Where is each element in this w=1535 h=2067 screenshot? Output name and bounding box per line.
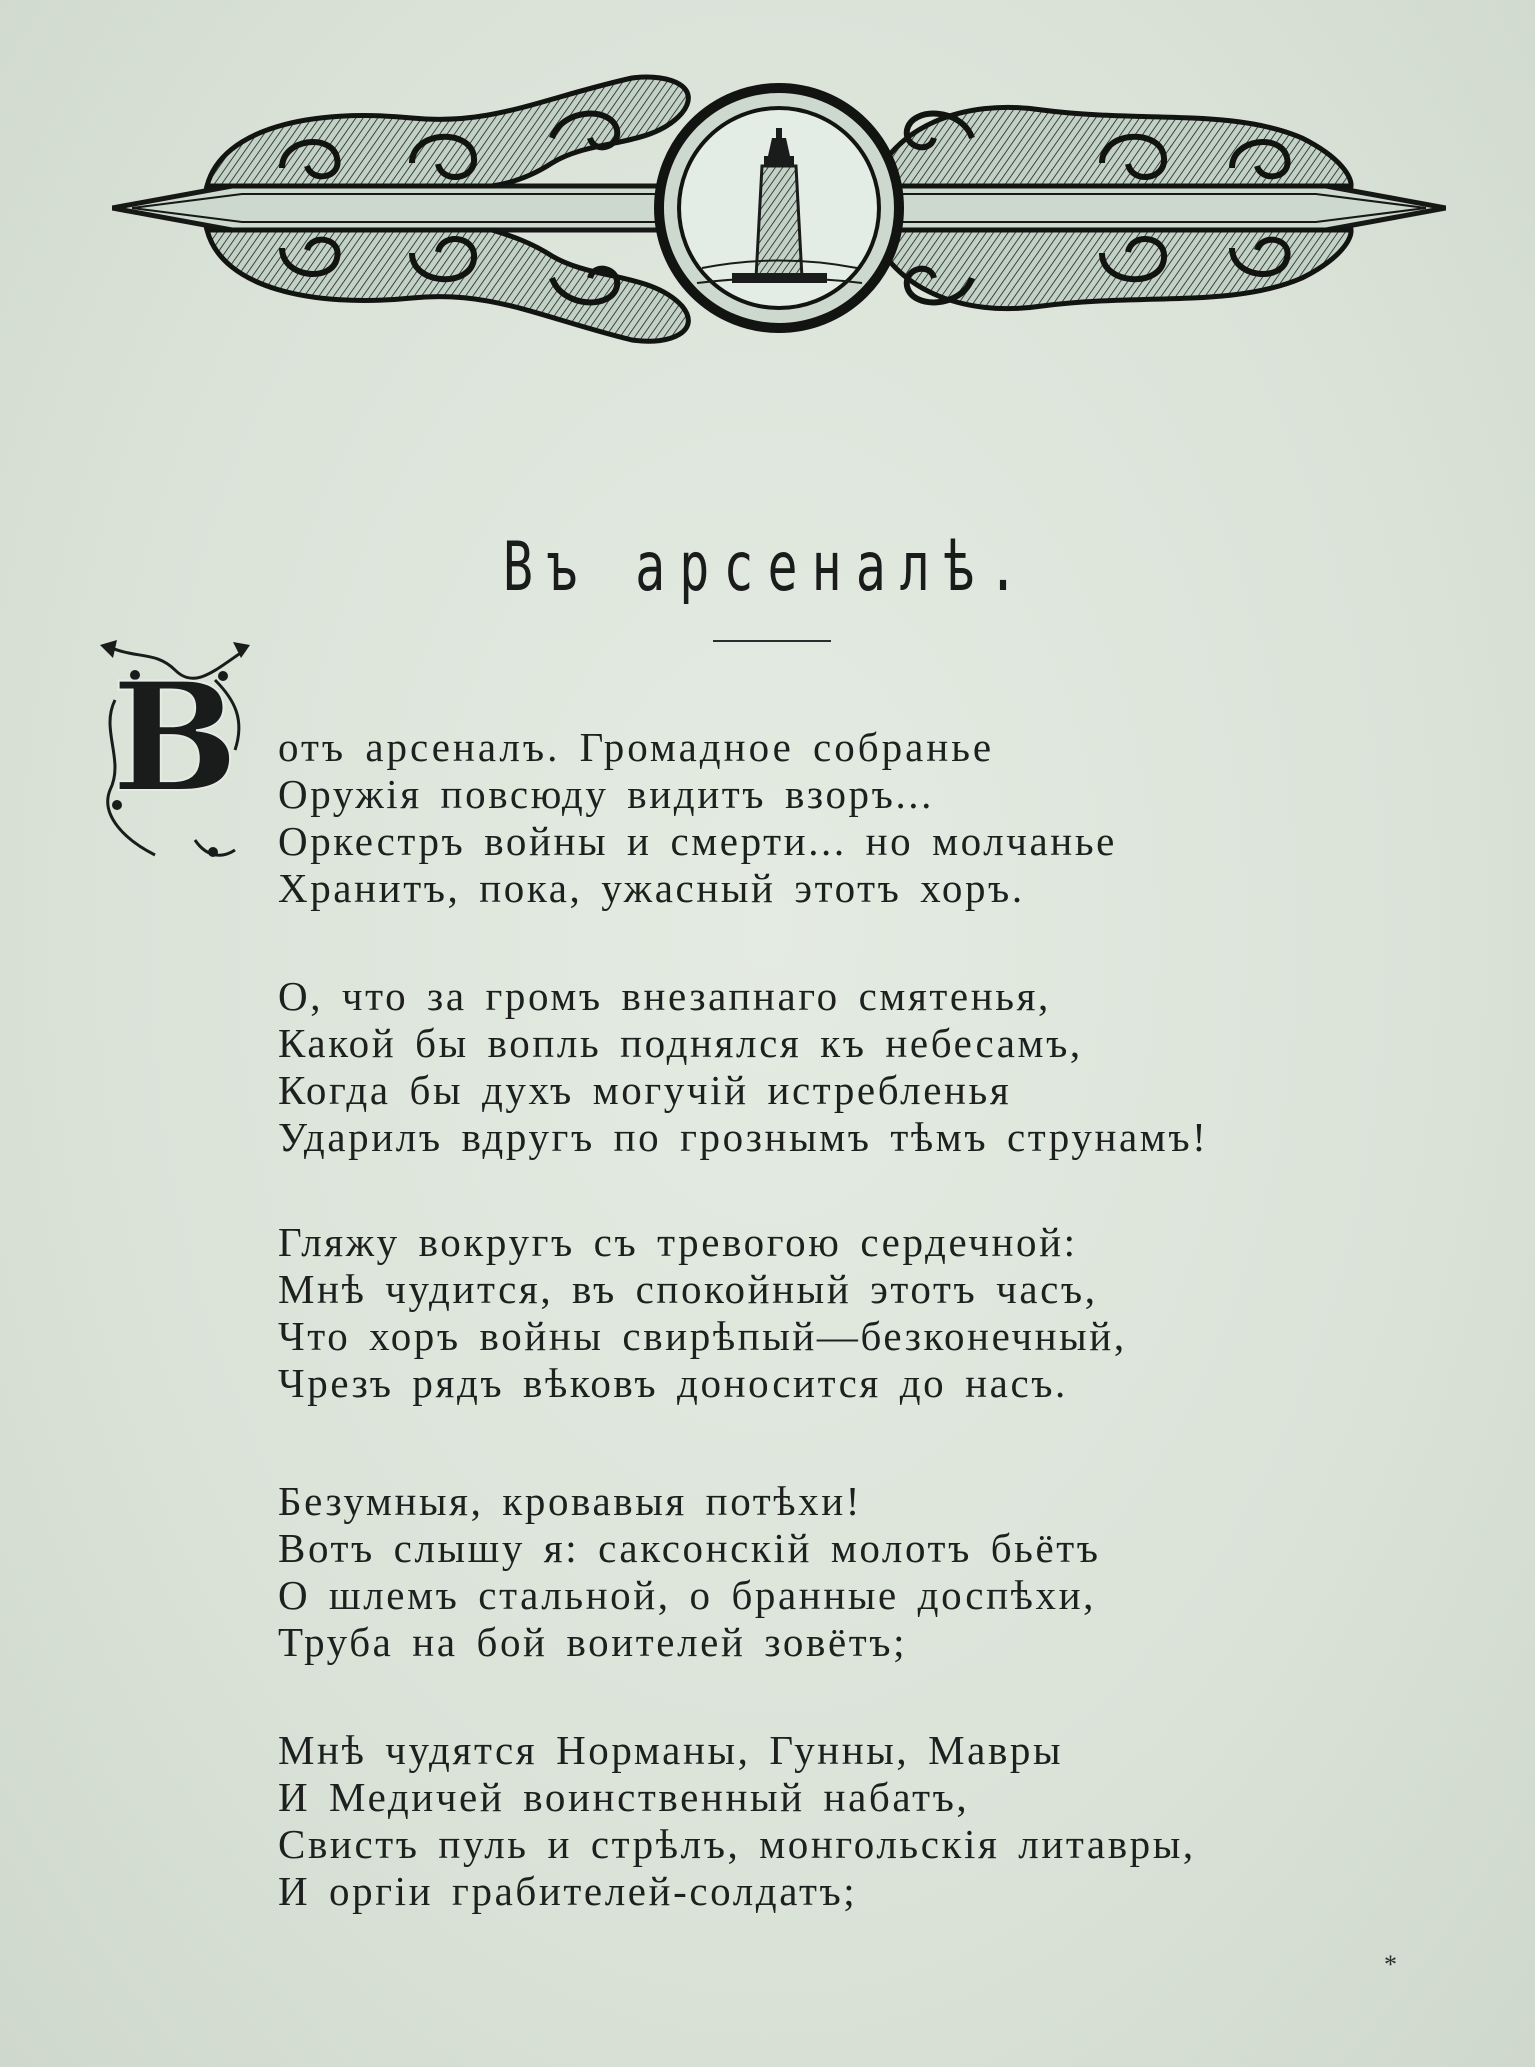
stanza-2: [278, 973, 1208, 1161]
drop-cap-letter: В: [111, 650, 239, 826]
stanza-4: [278, 1478, 1101, 1666]
poem-line: О шлемъ стальной, о бранные доспѣхи,: [278, 1572, 1096, 1618]
poem-line: Гляжу вокругъ съ тревогою сердечной:: [278, 1219, 1078, 1265]
stanza-1: [278, 724, 1117, 912]
poem-line: Мнѣ чудится, въ спокойный этотъ часъ,: [278, 1266, 1098, 1312]
poem-line: Ударилъ вдругъ по грознымъ тѣмъ струнамъ!: [278, 1114, 1209, 1160]
poem-line: Хранитъ, пока, ужасный этотъ хоръ.: [278, 865, 1025, 911]
floral-drop-cap-icon: [95, 640, 255, 865]
poem-line: Какой бы вопль поднялся къ небесамъ,: [278, 1020, 1083, 1066]
stanza-3: [278, 1219, 1127, 1407]
page-mark: *: [1384, 1950, 1397, 1979]
poem-line: И Медичей воинственный набатъ,: [278, 1774, 970, 1820]
poem-line: Оркестръ войны и смерти... но молчанье: [278, 818, 1117, 864]
poem-line: Свистъ пуль и стрѣлъ, монгольскія литавры,: [278, 1821, 1196, 1867]
poem-line: Вотъ слышу я: саксонскій молотъ бьётъ: [278, 1525, 1101, 1571]
poem-line: Когда бы духъ могучій истребленья: [278, 1067, 1012, 1113]
title-divider: [713, 640, 831, 642]
poem-line: отъ арсеналъ. Громадное собранье: [278, 724, 995, 770]
poem-line: О, что за громъ внезапнаго смятенья,: [278, 973, 1051, 1019]
poem-line: Что хоръ войны свирѣпый—безконечный,: [278, 1313, 1127, 1359]
ornamental-headpiece-icon: [112, 68, 1446, 353]
poem-line: Чрезъ рядъ вѣковъ доносится до насъ.: [278, 1360, 1068, 1406]
poem-line: Оружія повсюду видитъ взоръ...: [278, 771, 935, 817]
poem-line: И оргіи грабителей-солдатъ;: [278, 1868, 858, 1914]
poem-line: Труба на бой воителей зовётъ;: [278, 1619, 908, 1665]
stanza-5: [278, 1727, 1196, 1915]
poem-line: Мнѣ чудятся Норманы, Гунны, Мавры: [278, 1727, 1064, 1773]
poem-line: Безумныя, кровавыя потѣхи!: [278, 1478, 863, 1524]
poem-title: Въ арсеналѣ.: [502, 528, 1033, 607]
